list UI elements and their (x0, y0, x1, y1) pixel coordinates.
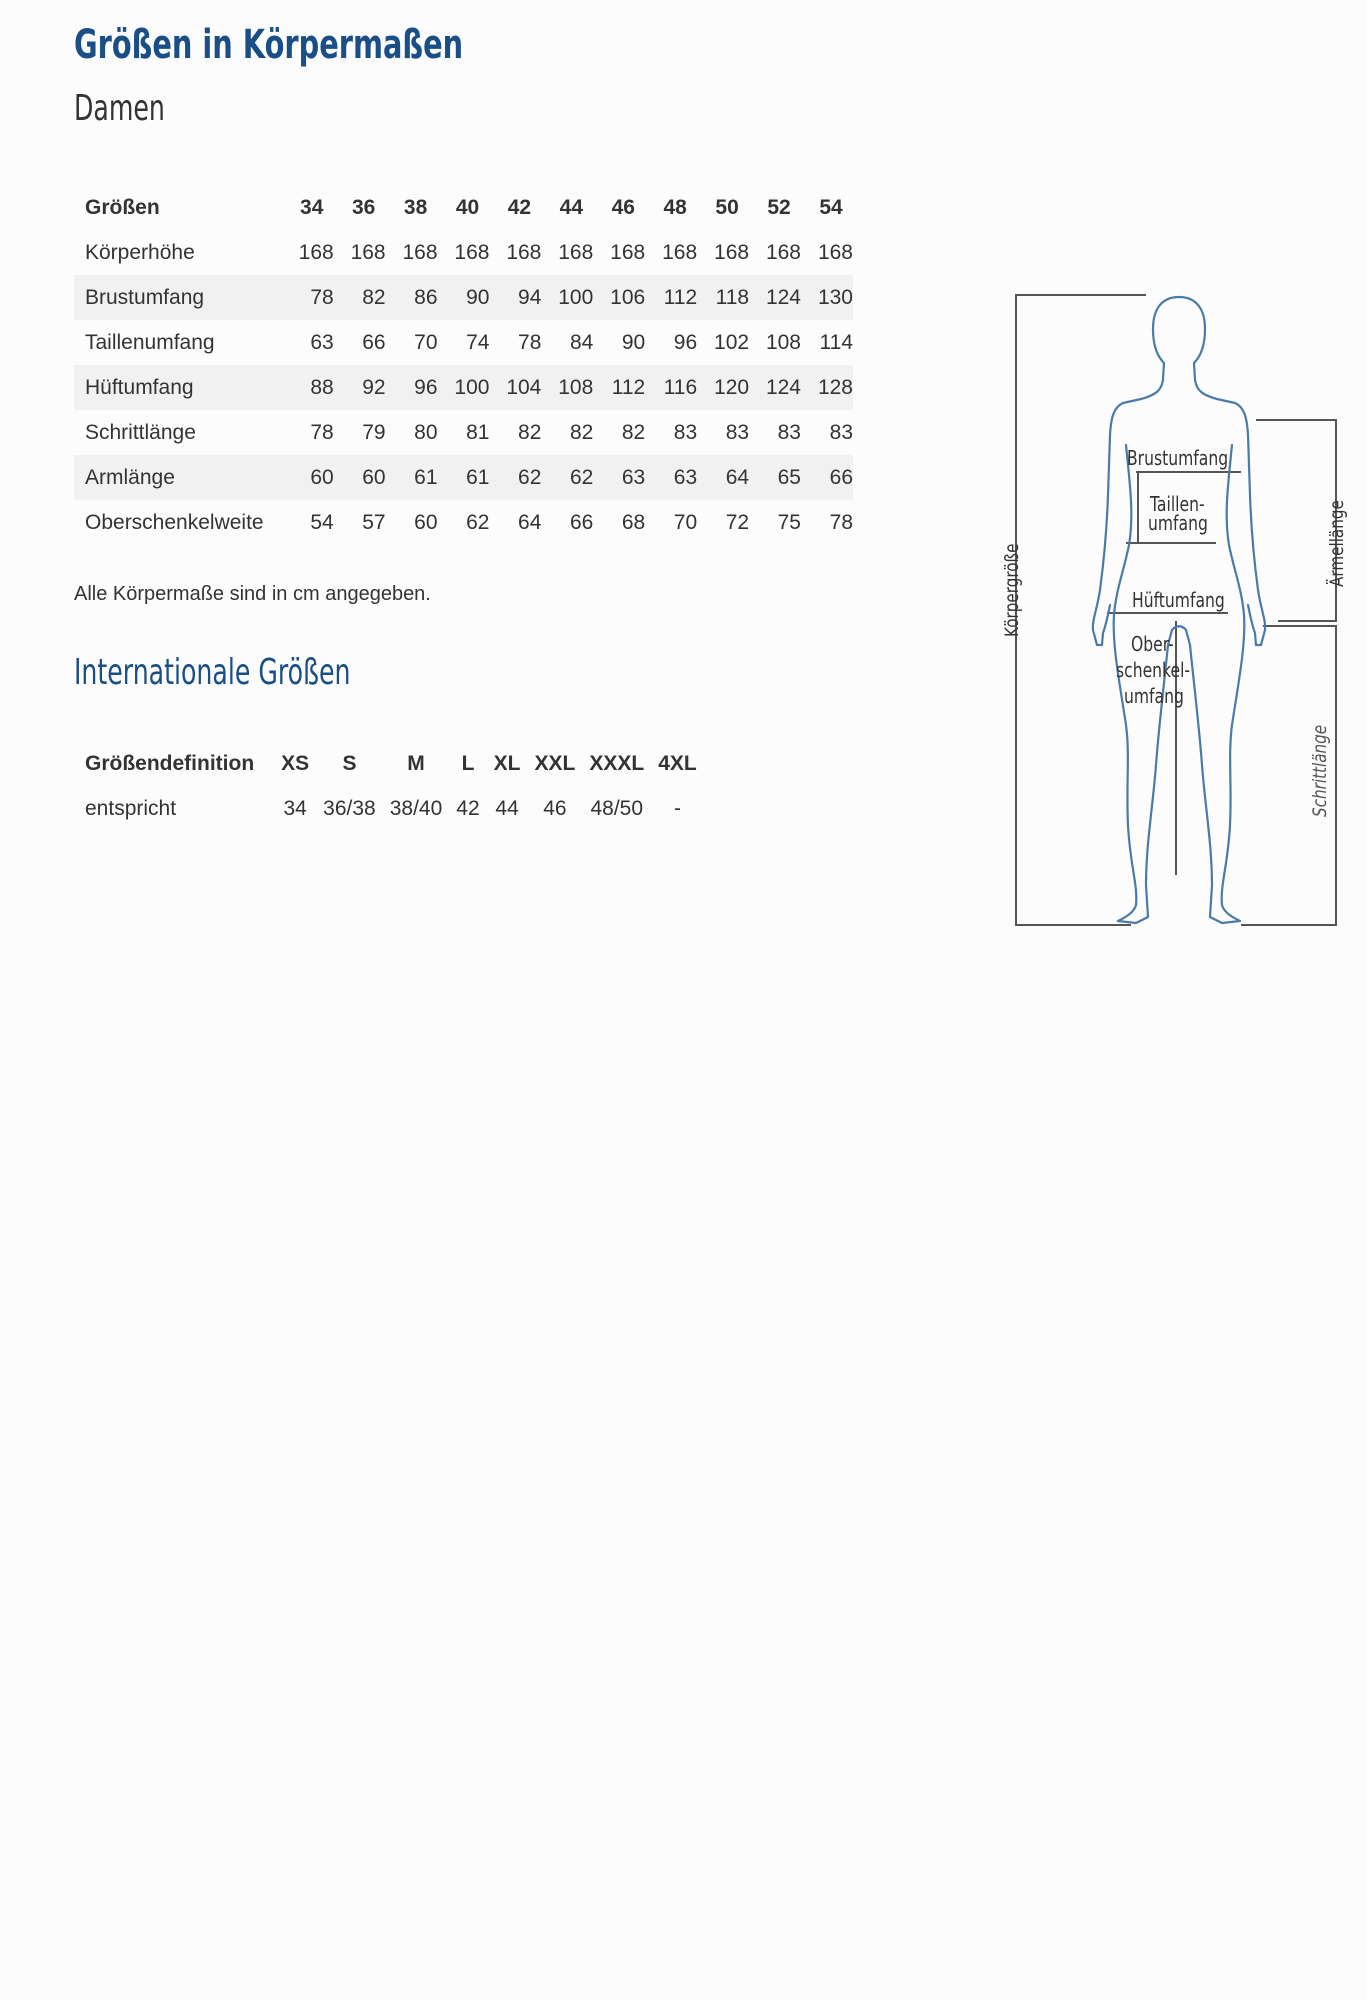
row-label: Körperhöhe (85, 240, 195, 264)
label-waist-2: umfang (1148, 512, 1208, 536)
table-cell: 78 (829, 510, 853, 534)
size-header-cell: 42 (507, 195, 532, 219)
table-cell: 61 (438, 455, 490, 500)
table-cell: 82 (518, 420, 542, 444)
size-header-label: Größen (85, 195, 160, 219)
table-cell: 60 (414, 510, 438, 534)
intl-header-cell: XXXL (589, 751, 645, 775)
table-cell: 83 (829, 420, 853, 444)
intl-table-header (74, 741, 704, 786)
table-cell: 75 (777, 510, 801, 534)
size-table-header (74, 185, 853, 230)
table-cell: 168 (558, 240, 594, 264)
table-cell: 82 (334, 275, 386, 320)
size-header-cell: 36 (351, 195, 376, 219)
row-label: Schrittlänge (85, 420, 196, 444)
table-cell: 168 (610, 240, 646, 264)
measurement-note: Alle Körpermaße sind in cm angegeben. (74, 583, 431, 605)
label-thigh-2: schenkel- (1116, 659, 1191, 683)
table-cell: 114 (819, 330, 853, 354)
international-sizes-title: Internationale Größen (74, 652, 351, 693)
table-cell: 106 (593, 275, 645, 320)
label-waist-1: Taillen- (1150, 493, 1205, 517)
row-label: entspricht (85, 796, 177, 820)
row-label: Oberschenkelweite (85, 510, 264, 534)
table-cell: 63 (310, 330, 334, 354)
table-cell: 54 (310, 510, 334, 534)
size-header-cell: 38 (403, 195, 428, 219)
table-cell: 84 (569, 330, 594, 354)
intl-header-cell: 4XL (658, 751, 697, 775)
table-cell: 66 (569, 510, 594, 534)
table-cell: 66 (801, 455, 853, 500)
table-cell: 100 (438, 365, 490, 410)
table-cell: 102 (714, 330, 750, 354)
table-cell: - (673, 796, 681, 820)
table-cell: 36/38 (323, 796, 376, 820)
table-cell: 90 (621, 330, 646, 354)
table-cell: 60 (282, 455, 334, 500)
label-sleeve: Ärmellänge (1326, 500, 1349, 587)
size-header-cell: 44 (559, 195, 584, 219)
table-row (74, 365, 853, 410)
intl-header-cell: XXL (534, 751, 576, 775)
row-label: Taillenumfang (85, 330, 215, 354)
table-cell: 62 (466, 510, 490, 534)
table-cell: 57 (362, 510, 386, 534)
table-cell: 38/40 (389, 796, 443, 820)
table-cell: 78 (282, 275, 334, 320)
figure-labels (1001, 447, 1348, 817)
table-cell: 88 (282, 365, 334, 410)
label-inseam: Schrittlänge (1309, 724, 1332, 817)
intl-header-cell: M (407, 751, 425, 775)
page-subtitle: Damen (74, 88, 165, 129)
table-cell: 94 (489, 275, 541, 320)
table-cell: 63 (593, 455, 645, 500)
table-cell: 66 (362, 330, 386, 354)
label-body-height: Körpergröße (1001, 543, 1024, 637)
table-cell: 112 (593, 365, 645, 410)
table-cell: 90 (438, 275, 490, 320)
intl-header-label: Größendefinition (85, 751, 255, 775)
table-cell: 42 (456, 796, 480, 820)
row-label: Brustumfang (74, 275, 282, 320)
table-cell: 61 (386, 455, 438, 500)
table-cell: 116 (645, 365, 697, 410)
table-cell: 34 (283, 796, 307, 820)
intl-header-cell: L (461, 751, 475, 775)
table-cell: 65 (749, 455, 801, 500)
table-cell: 78 (310, 420, 334, 444)
size-header-cell: 54 (819, 195, 843, 219)
intl-header-cell: XL (493, 751, 521, 775)
table-cell: 168 (350, 240, 386, 264)
table-cell: 168 (817, 240, 853, 264)
table-cell: 60 (334, 455, 386, 500)
table-cell: 168 (765, 240, 801, 264)
table-cell: 168 (402, 240, 438, 264)
intl-header-cell: XS (281, 751, 310, 775)
size-header-cell: 34 (300, 195, 324, 219)
table-cell: 79 (362, 420, 386, 444)
table-cell: 128 (801, 365, 853, 410)
table-row (74, 786, 704, 831)
size-header-cell: 46 (611, 195, 635, 219)
table-cell: 82 (569, 420, 594, 444)
table-cell: 130 (801, 275, 853, 320)
table-cell: 80 (414, 420, 438, 444)
table-cell: 70 (414, 330, 438, 354)
table-cell: 62 (541, 455, 593, 500)
table-cell: 78 (518, 330, 542, 354)
table-row (74, 410, 853, 455)
label-chest: Brustumfang (1127, 447, 1229, 471)
table-cell: 64 (518, 510, 542, 534)
table-row (74, 455, 853, 500)
table-cell: 168 (714, 240, 750, 264)
label-hip: Hüftumfang (1132, 589, 1225, 613)
table-cell: 74 (466, 330, 490, 354)
table-cell: 124 (749, 275, 801, 320)
table-cell: 96 (673, 330, 698, 354)
table-cell: 96 (386, 365, 438, 410)
table-cell: 124 (749, 365, 801, 410)
table-cell: 81 (466, 420, 490, 444)
page-title: Größen in Körpermaßen (74, 22, 464, 68)
table-cell: 168 (298, 240, 334, 264)
size-header-cell: 50 (715, 195, 739, 219)
size-table (74, 185, 853, 545)
table-row (74, 230, 853, 275)
size-header-cell: 48 (663, 195, 687, 219)
table-cell: 92 (334, 365, 386, 410)
table-cell: 83 (725, 420, 750, 444)
table-cell: 86 (386, 275, 438, 320)
table-cell: 108 (765, 330, 801, 354)
table-cell: 48/50 (590, 796, 644, 820)
table-cell: 82 (621, 420, 646, 444)
label-thigh-1: Ober- (1131, 633, 1174, 657)
table-cell: 62 (489, 455, 541, 500)
table-cell: 100 (541, 275, 593, 320)
table-cell: 104 (489, 365, 541, 410)
body-height-line (1016, 295, 1146, 925)
table-cell: 112 (645, 275, 697, 320)
size-header-cell: 52 (767, 195, 791, 219)
intl-header-cell: S (342, 751, 357, 775)
size-header-cell: 40 (455, 195, 480, 219)
table-cell: 83 (673, 420, 698, 444)
table-cell: 118 (697, 275, 749, 320)
table-cell: 168 (662, 240, 698, 264)
row-label: Hüftumfang (74, 365, 282, 410)
table-cell: 72 (725, 510, 750, 534)
table-cell: 68 (621, 510, 646, 534)
table-cell: 44 (495, 796, 519, 820)
sleeve-length-line (1256, 420, 1336, 621)
international-size-table (74, 741, 704, 831)
table-row (74, 500, 853, 545)
table-cell: 168 (454, 240, 490, 264)
table-cell: 46 (543, 796, 567, 820)
table-cell: 83 (777, 420, 801, 444)
table-row (74, 275, 853, 320)
table-row (74, 320, 853, 365)
table-cell: 108 (541, 365, 593, 410)
table-cell: 70 (673, 510, 698, 534)
table-cell: 64 (697, 455, 749, 500)
table-cell: 120 (697, 365, 749, 410)
label-thigh-3: umfang (1124, 685, 1184, 709)
table-cell: 63 (645, 455, 697, 500)
body-measurement-figure (996, 285, 1349, 935)
table-cell: 168 (506, 240, 542, 264)
row-label: Armlänge (74, 455, 282, 500)
